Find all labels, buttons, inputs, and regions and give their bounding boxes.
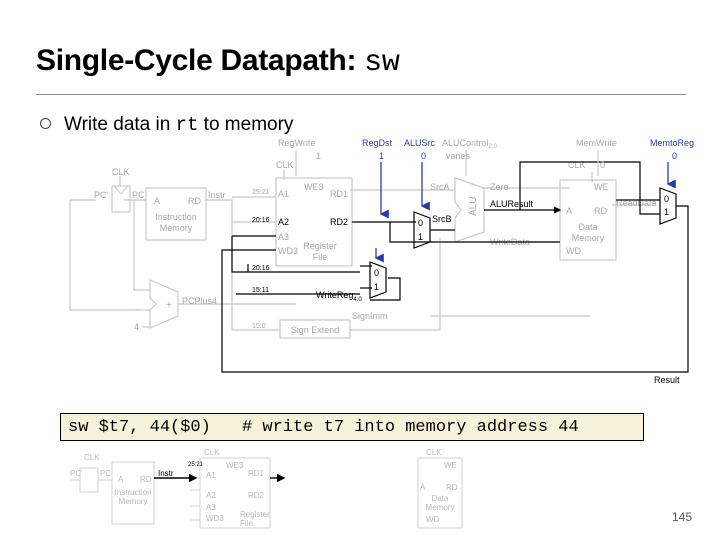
preview-rf-name-1: Register [240, 510, 270, 519]
preview-a3: A3 [206, 503, 216, 512]
rf-rd2-label: RD2 [330, 217, 349, 227]
adder-plus-label: + [166, 300, 172, 311]
memtoreg-value: 0 [672, 151, 678, 161]
preview-wd3: WD3 [206, 514, 224, 523]
regdst-label: RegDst [362, 138, 393, 148]
code-instruction: sw $t7, 44($0) [68, 418, 211, 437]
pc-register [112, 186, 130, 212]
rf-name-1: Register [303, 241, 337, 251]
memwrite-value: 0 [600, 160, 606, 170]
preview-pc-prime: PC' [70, 469, 83, 478]
dmem-clk-label: CLK [568, 160, 586, 170]
preview-rf-name-2: File [240, 519, 253, 528]
imem-a-label: A [154, 196, 161, 206]
preview-dmem-we: WE [444, 461, 457, 470]
title-code: sw [364, 46, 400, 80]
rf-clk-label: CLK [276, 160, 294, 170]
inactive-wires [70, 170, 650, 330]
zero-label: Zero [490, 182, 509, 192]
preview-dmem-a: A [420, 483, 426, 492]
alusrc-value: 0 [421, 151, 427, 161]
writereg-label: WriteReg$_{4:0}$ [316, 290, 362, 303]
rf-a1-label: A1 [278, 189, 290, 199]
regwrite-label: RegWrite [278, 138, 316, 148]
preview-clk-3: CLK [426, 448, 442, 457]
alusrc-mux-1: 1 [418, 232, 424, 242]
pc-clk-label: CLK [112, 167, 130, 177]
alu-label: ALU [468, 196, 479, 216]
pc-prime-label: PC' [94, 190, 109, 200]
bits-15-11-label: 15:11 [252, 287, 269, 294]
writedata-label: WriteData [490, 237, 530, 247]
memwrite-label: MemWrite [576, 138, 617, 148]
bullet-text: Write data in rt to memory [64, 114, 294, 136]
aluresult-label: ALUResult [490, 199, 534, 209]
preview-a1: A1 [206, 471, 216, 480]
result-label: Result [654, 375, 680, 385]
alusrc-label: ALUSrc [404, 138, 436, 148]
preview-dmem-name-1: Data [431, 494, 449, 503]
memtoreg-mux-1: 1 [664, 207, 670, 217]
rf-we3-label: WE3 [304, 182, 324, 192]
dmem-name-1: Data [578, 222, 598, 232]
rf-name-2: File [312, 252, 328, 262]
alucontrol-label: ALUControl$_{2:0}$ [442, 138, 497, 150]
preview-instr: Instr [158, 469, 174, 478]
imem-name-2: Memory [159, 223, 193, 233]
preview-pc: PC [100, 469, 112, 478]
preview-a2: A2 [206, 491, 216, 500]
preview-rd2: RD2 [248, 491, 265, 500]
preview-dmem-rd: RD [446, 483, 458, 492]
bits-20-16-a2-label: 20:16 [252, 217, 270, 224]
preview-imem-a: A [118, 475, 124, 484]
readdata-label: ReadData [616, 198, 657, 208]
imem-name-1: Instruction [155, 212, 197, 222]
memtoreg-mux-0: 0 [664, 194, 670, 204]
preview-bits-25-21: 25:21 [188, 462, 204, 468]
dmem-rd-label: RD [594, 206, 607, 216]
preview-clk-1: CLK [84, 453, 100, 462]
memtoreg-label: MemtoReg [650, 138, 695, 148]
bits-15-0-label: 15:0 [252, 323, 266, 330]
preview-dmem-wd: WD [426, 515, 440, 524]
pc-adder [150, 280, 178, 328]
imem-rd-label: RD [188, 196, 201, 206]
dmem-a-label: A [566, 206, 573, 216]
rf-wd3-label: WD3 [278, 246, 298, 256]
regdst-mux-1: 1 [374, 282, 380, 292]
code-comment: # write t7 into memory address 44 [242, 418, 579, 437]
rf-rd1-label: RD1 [330, 189, 349, 199]
preview-dmem-name-2: Memory [425, 503, 455, 512]
regdst-mux-0: 0 [374, 268, 380, 278]
pc-label: PC [132, 190, 145, 200]
bits-25-21-label: 25:21 [252, 189, 270, 196]
preview-rd1: RD1 [248, 469, 265, 478]
preview-imem-name-2: Memory [118, 497, 148, 506]
signimm-label: SignImm [352, 311, 388, 321]
rf-a3-label: A3 [278, 232, 290, 242]
regwrite-value: 1 [316, 151, 322, 161]
bits-20-16-label: 20:16 [252, 265, 270, 272]
slide-title: Single-Cycle Datapath: sw [36, 44, 400, 80]
alusrc-mux-0: 0 [418, 218, 424, 228]
preview-imem-rd: RD [140, 475, 152, 484]
srca-label: SrcA [430, 182, 450, 192]
alucontrol-value: varies [446, 151, 471, 161]
rf-a2-label: A2 [278, 217, 290, 227]
sign-extend-label: Sign Extend [290, 325, 340, 335]
regdst-value: 1 [379, 151, 385, 161]
preview-we3: WE3 [226, 461, 244, 470]
preview-clk-2: CLK [204, 448, 220, 457]
dmem-wd-label: WD [566, 246, 581, 256]
instr-label: Instr [208, 190, 226, 200]
preview-imem-name-1: Instruction [114, 488, 152, 497]
page-number: 145 [672, 510, 693, 524]
srcb-label: SrcB [432, 214, 452, 224]
four-label: 4 [134, 322, 140, 332]
pcplus4-label: PCPlus4 [182, 296, 218, 306]
dmem-we-label: WE [594, 182, 609, 192]
dmem-name-2: Memory [571, 233, 605, 243]
